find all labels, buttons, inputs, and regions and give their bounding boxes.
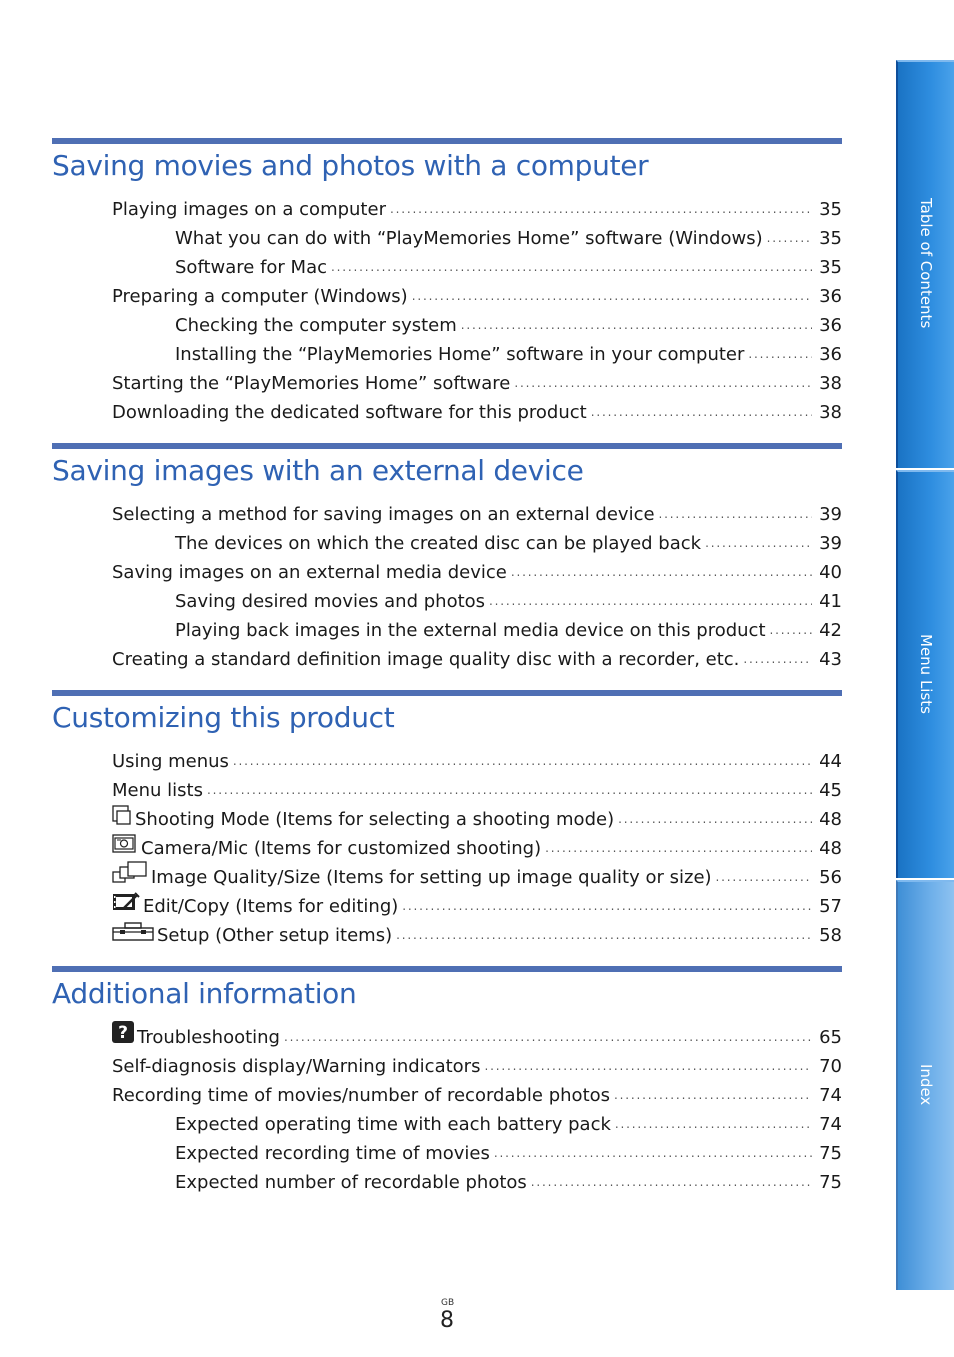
entry-page: 45 (819, 780, 842, 801)
toc-entry[interactable] (52, 497, 842, 526)
section-external-device (52, 443, 842, 671)
entry-page: 36 (819, 344, 842, 365)
toc-entry[interactable] (52, 555, 842, 584)
entry-label: Shooting Mode (Items for selecting a shooting mode) (135, 809, 615, 830)
entry-label: Preparing a computer (Windows) (112, 286, 408, 307)
entry-page: 35 (819, 257, 842, 278)
entry-label: Troubleshooting (137, 1027, 280, 1048)
tab-label: Table of Contents (917, 198, 935, 329)
entry-page: 75 (819, 1172, 842, 1193)
tab-label: Menu Lists (917, 634, 935, 714)
camera-mic-icon (112, 834, 138, 860)
edit-copy-icon (112, 892, 140, 918)
toc-entry[interactable] (52, 395, 842, 424)
tab-index[interactable] (896, 880, 954, 1290)
entry-page: 75 (819, 1143, 842, 1164)
entry-page: 38 (819, 373, 842, 394)
toc-entry[interactable] (52, 279, 842, 308)
entry-page: 42 (819, 620, 842, 641)
entry-label: Image Quality/Size (Items for setting up image quality or size) (151, 867, 712, 888)
toc-entry[interactable] (52, 860, 842, 889)
entry-label: Expected recording time of movies (175, 1143, 490, 1164)
section-additional-info (52, 966, 842, 1194)
entry-label: Selecting a method for saving images on an external device (112, 504, 655, 525)
entry-page: 39 (819, 533, 842, 554)
toc-entry[interactable] (52, 584, 842, 613)
toc-entry[interactable] (52, 773, 842, 802)
toc-entry[interactable] (52, 1020, 842, 1049)
image-quality-icon (112, 861, 148, 889)
footer-region-code: GB (441, 1298, 455, 1308)
entry-page: 48 (819, 838, 842, 859)
entry-label: The devices on which the created disc can be played back (175, 533, 702, 554)
toc-entry[interactable] (52, 308, 842, 337)
tab-table-of-contents[interactable] (896, 60, 954, 468)
toc-entry[interactable] (52, 1049, 842, 1078)
entry-label: Expected operating time with each battery pack (175, 1114, 611, 1135)
entry-page: 70 (819, 1056, 842, 1077)
section-title: Saving images with an external device (52, 454, 584, 487)
entry-label: Camera/Mic (Items for customized shooting) (141, 838, 542, 859)
entry-page: 57 (819, 896, 842, 917)
entry-label: Playing images on a computer (112, 199, 386, 220)
entry-label: Installing the “PlayMemories Home” software in your computer (175, 344, 745, 365)
toc-entry[interactable] (52, 918, 842, 947)
entry-label: Starting the “PlayMemories Home” software (112, 373, 511, 394)
section-title: Saving movies and photos with a computer (52, 149, 649, 182)
section-computer (52, 138, 842, 424)
entry-label: Expected number of recordable photos (175, 1172, 527, 1193)
question-mark-icon (112, 1021, 134, 1049)
svg-text:?: ? (118, 1023, 128, 1043)
entry-label: Setup (Other setup items) (157, 925, 393, 946)
entry-page: 48 (819, 809, 842, 830)
toc-entry[interactable] (52, 744, 842, 773)
toc-entry[interactable] (52, 613, 842, 642)
toc-entry[interactable] (52, 1165, 842, 1194)
tab-menu-lists[interactable] (896, 470, 954, 878)
entry-label: Creating a standard definition image quality disc with a recorder, etc. (112, 649, 740, 670)
entry-label: Software for Mac (175, 257, 327, 278)
shooting-mode-icon (112, 805, 132, 831)
entry-page: 39 (819, 504, 842, 525)
entry-label: Downloading the dedicated software for this product (112, 402, 587, 423)
toc-entry[interactable] (52, 221, 842, 250)
entry-label: Using menus (112, 751, 229, 772)
toc-entry[interactable] (52, 192, 842, 221)
section-rule (52, 690, 842, 696)
setup-toolbox-icon (112, 921, 154, 947)
toc-entry[interactable] (52, 366, 842, 395)
entry-page: 35 (819, 199, 842, 220)
toc-entry[interactable] (52, 831, 842, 860)
entry-page: 44 (819, 751, 842, 772)
page-number: 8 (440, 1308, 454, 1333)
entry-label: Checking the computer system (175, 315, 457, 336)
entry-page: 56 (819, 867, 842, 888)
entry-page: 35 (819, 228, 842, 249)
entry-page: 74 (819, 1114, 842, 1135)
toc-entries (52, 192, 842, 424)
toc-entry[interactable] (52, 889, 842, 918)
entry-page: 43 (819, 649, 842, 670)
section-customizing (52, 690, 842, 947)
toc-entry[interactable] (52, 802, 842, 831)
toc-entry[interactable] (52, 250, 842, 279)
entry-label: Menu lists (112, 780, 203, 801)
section-rule (52, 443, 842, 449)
toc-entries (52, 1020, 842, 1194)
tab-label: Index (917, 1064, 935, 1106)
entry-page: 38 (819, 402, 842, 423)
toc-entry[interactable] (52, 526, 842, 555)
toc-entries (52, 744, 842, 947)
toc-entry[interactable] (52, 337, 842, 366)
entry-label: Self-diagnosis display/Warning indicators (112, 1056, 481, 1077)
entry-label: Playing back images in the external media device on this product (175, 620, 766, 641)
section-rule (52, 138, 842, 144)
toc-entry[interactable] (52, 1107, 842, 1136)
section-title: Additional information (52, 977, 357, 1010)
entry-label: Saving desired movies and photos (175, 591, 486, 612)
entry-page: 65 (819, 1027, 842, 1048)
toc-entries (52, 497, 842, 671)
section-title: Customizing this product (52, 701, 395, 734)
entry-page: 41 (819, 591, 842, 612)
entry-page: 36 (819, 315, 842, 336)
section-rule (52, 966, 842, 972)
toc-entry[interactable] (52, 642, 842, 671)
entry-page: 74 (819, 1085, 842, 1106)
entry-label: Recording time of movies/number of recordable photos (112, 1085, 611, 1106)
entry-label: Edit/Copy (Items for editing) (143, 896, 399, 917)
entry-page: 40 (819, 562, 842, 583)
entry-label: Saving images on an external media device (112, 562, 507, 583)
toc-entry[interactable] (52, 1078, 842, 1107)
entry-label: What you can do with “PlayMemories Home” software (Windows) (175, 228, 763, 249)
toc-entry[interactable] (52, 1136, 842, 1165)
entry-page: 36 (819, 286, 842, 307)
entry-page: 58 (819, 925, 842, 946)
